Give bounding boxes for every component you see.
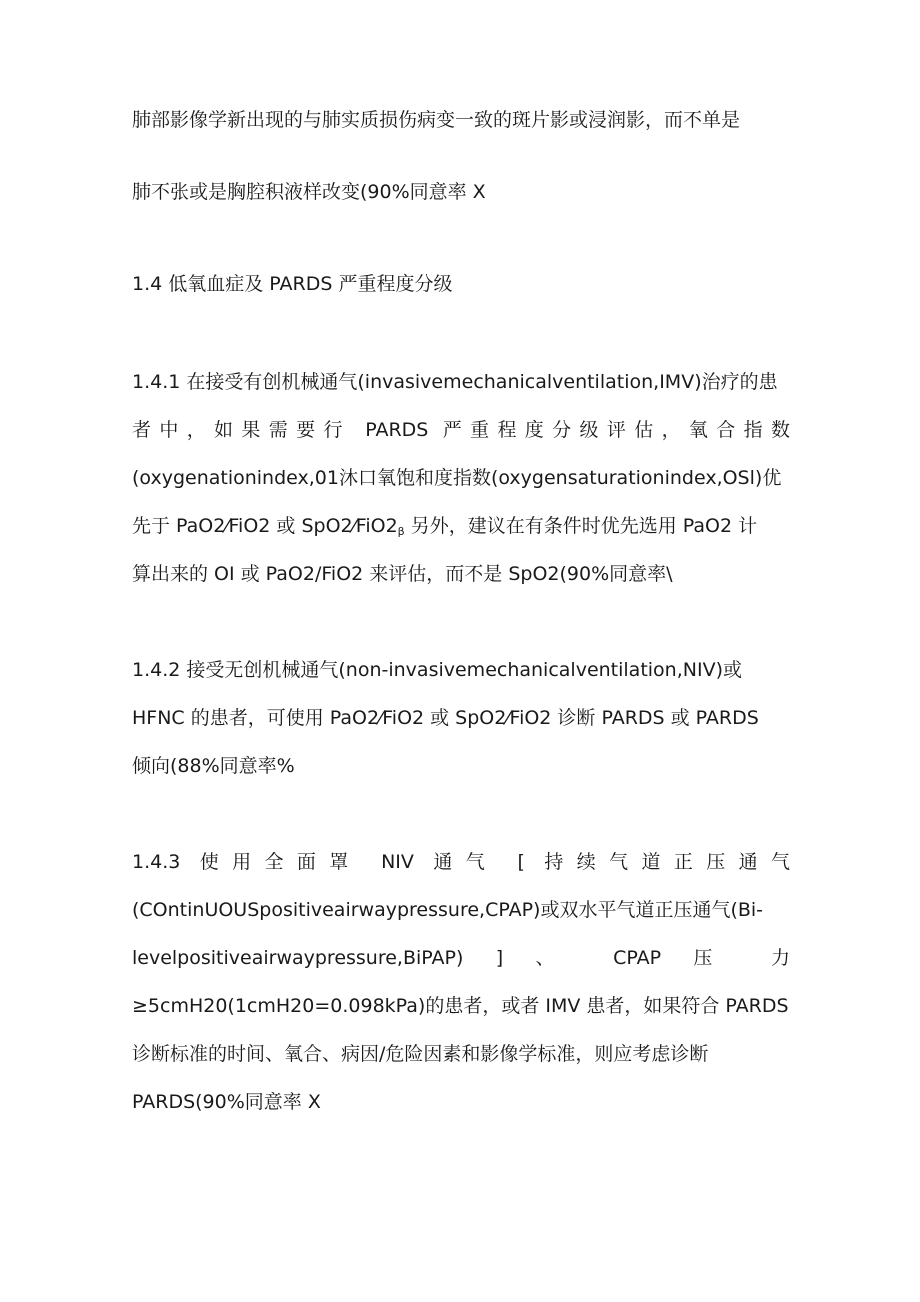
text-line: 肺不张或是胸腔积液样改变(90%同意率 X [132, 181, 486, 203]
text-line: 1.4.1 在接受有创机械通气(invasivemechanicalventilation,IMV)治疗的患 [132, 371, 778, 393]
text-line: 1.4.2 接受无创机械通气(non-invasivemechanicalventilation,NIV)或 [132, 659, 742, 681]
text-line: 诊断标准的时间、氧合、病因/危险因素和影像学标准，则应考虑诊断 [132, 1043, 709, 1065]
text-line: HFNC 的患者，可使用 PaO2⁄FiO2 或 SpO2⁄FiO2 诊断 PARDS 或 PARDS [132, 707, 759, 729]
paragraph-lung-imaging-cont [132, 168, 790, 216]
text-line: 倾向(88%同意率% [132, 755, 295, 777]
paragraph-1-4-1 [132, 358, 790, 598]
text-line: 算出来的 OI 或 PaO2/FiO2 来评估，而不是 SpO2(90%同意率\ [132, 563, 673, 585]
text-line: (oxygenationindex,01沐口氧饱和度指数(oxygensaturationindex,OSl)优 [132, 467, 782, 489]
text-line: 肺部影像学新出现的与肺实质损伤病变一致的斑片影或浸润影，而不单是 [132, 109, 741, 131]
text-line: ≥5cmH20(1cmH20=0.098kPa)的患者，或者 IMV 患者，如果符合 PARDS [132, 995, 789, 1017]
paragraph-lung-imaging [132, 96, 790, 144]
text-line: PARDS(90%同意率 X [132, 1091, 321, 1113]
text-line [132, 502, 790, 550]
text-line: 1.4.3 使用全面罩 NIV 通气 [ 持续气道正压通气 [132, 851, 790, 873]
text-segment: 另外，建议在有条件时优先选用 PaO2 计 [404, 515, 758, 537]
text-line: 者中，如果需要行 PARDS 严重程度分级评估，氧合指数 [132, 419, 790, 441]
text-line: levelpositiveairwaypressure,BiPAP) ] 、 CPAP 压 力 [132, 947, 790, 969]
text-line: (COntinUOUSpositiveairwaypressure,CPAP)或双水平气道正压通气(Bi- [132, 899, 764, 921]
subscript-beta: β [397, 525, 405, 538]
section-heading-1-4 [132, 260, 790, 308]
text-segment: 先于 PaO2⁄FiO2 或 SpO2⁄FiO2 [132, 515, 398, 537]
heading-text: 1.4 低氧血症及 PARDS 严重程度分级 [132, 273, 453, 295]
paragraph-1-4-2 [132, 646, 790, 790]
paragraph-1-4-3 [132, 838, 790, 1126]
